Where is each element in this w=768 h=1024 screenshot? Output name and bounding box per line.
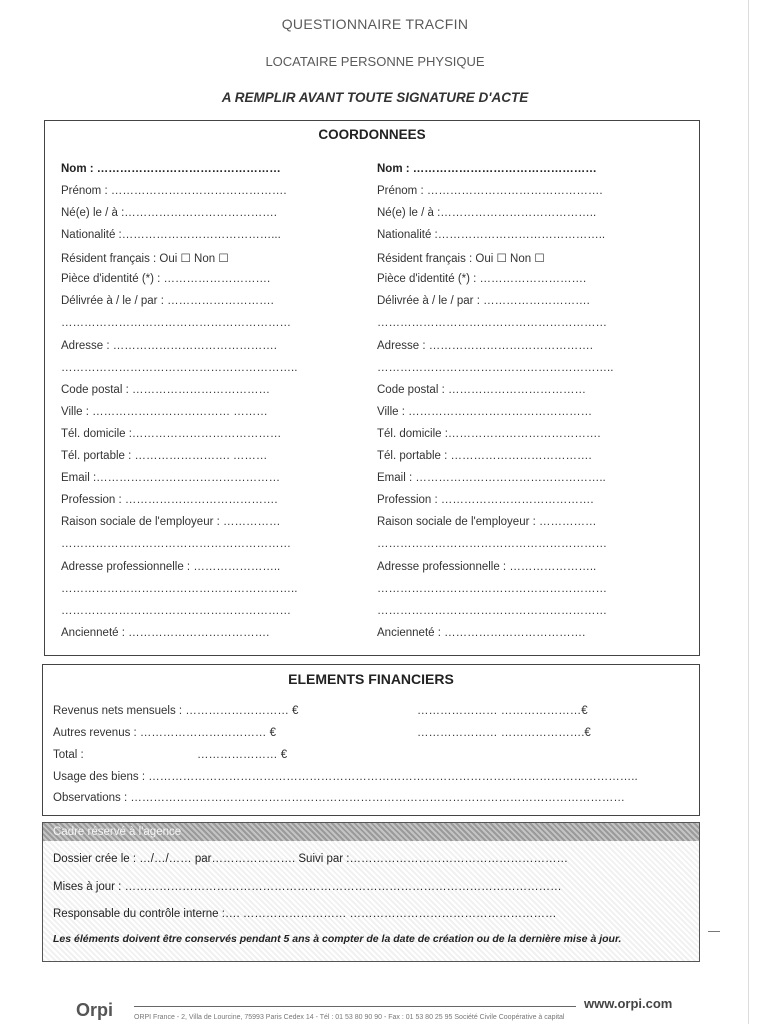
locataire-2-field-10[interactable]: Code postal : ………………………………: [377, 384, 586, 396]
locataire-1-field-6[interactable]: Délivrée à / le / par : ……………………….: [61, 295, 274, 307]
locataire-2-field-16[interactable]: Raison sociale de l'employeur : ……………: [377, 516, 597, 528]
locataire-1-field-17[interactable]: ……………………………………………………: [61, 538, 291, 550]
locataire-2-field-0[interactable]: Nom : …………………………………………: [377, 163, 597, 175]
locataire-2-field-19[interactable]: ……………………………………………………: [377, 583, 607, 595]
locataire-2-field-5[interactable]: Pièce d'identité (*) : ……………………….: [377, 273, 587, 285]
locataire-1-field-13[interactable]: Tél. portable : ……………………. ………: [61, 450, 268, 462]
locataire-1-field-5[interactable]: Pièce d'identité (*) : ……………………….: [61, 273, 271, 285]
agence-header: Cadre réservé à l'agence: [43, 823, 699, 841]
autres-revenus-field[interactable]: Autres revenus : …………………………… €: [53, 727, 277, 739]
locataire-1-field-15[interactable]: Profession : ………………………………….: [61, 494, 278, 506]
page-edge: [748, 0, 749, 1024]
locataire-1-field-18[interactable]: Adresse professionnelle : …………………..: [61, 561, 281, 573]
form-subtitle: LOCATAIRE PERSONNE PHYSIQUE: [265, 54, 485, 69]
locataire-2-field-20[interactable]: ……………………………………………………: [377, 605, 607, 617]
footer-address: ORPI France - 2, Villa de Lourcine, 75993 Paris Cedex 14 - Tél : 01 53 80 90 90 - Fax : 01 53 80 25 95 Société Civile Coopérative à capital: [134, 1014, 565, 1021]
revenus-field[interactable]: Revenus nets mensuels : ……………………… €: [53, 705, 299, 717]
locataire-1-field-10[interactable]: Code postal : ………………………………: [61, 384, 270, 396]
total-label: Total :: [53, 749, 84, 761]
locataire-2-field-21[interactable]: Ancienneté : ……………………………….: [377, 627, 586, 639]
financiers-title: ELEMENTS FINANCIERS: [288, 671, 454, 687]
locataire-1-field-20[interactable]: ……………………………………………………: [61, 605, 291, 617]
locataire-1-field-4[interactable]: Résident français : Oui ☐ Non ☐: [61, 253, 229, 265]
locataire-1-field-16[interactable]: Raison sociale de l'employeur : ……………: [61, 516, 281, 528]
retention-note: Les éléments doivent être conservés pendant 5 ans à compter de la date de création ou de la dernière mise à jour.: [53, 933, 622, 945]
footer-rule: [134, 1006, 576, 1007]
locataire-1-field-1[interactable]: Prénom : ……………………………………….: [61, 185, 287, 197]
coordonnees-section: [44, 120, 700, 656]
mises-a-jour-field[interactable]: Mises à jour : ……………………………………………………………………………………………………: [53, 881, 562, 893]
locataire-1-field-11[interactable]: Ville : ……………………………… ………: [61, 406, 268, 418]
locataire-2-field-15[interactable]: Profession : ………………………………….: [377, 494, 594, 506]
financiers-section: [42, 664, 700, 816]
responsable-field[interactable]: Responsable du contrôle interne :…. ……………………… ………………………………………………: [53, 908, 557, 920]
locataire-2-field-11[interactable]: Ville : …………………………………………: [377, 406, 593, 418]
revenus-field-2[interactable]: ………………… …………………€: [417, 705, 588, 717]
locataire-1-field-12[interactable]: Tél. domicile :…………………………………: [61, 428, 282, 440]
coordonnees-title: COORDONNEES: [318, 127, 426, 142]
locataire-1-field-19[interactable]: ……………………………………………………..: [61, 583, 298, 595]
agence-section: [42, 822, 700, 962]
locataire-1-field-9[interactable]: ……………………………………………………..: [61, 362, 298, 374]
total-field[interactable]: ………………… €: [197, 749, 288, 761]
locataire-1-field-0[interactable]: Nom : …………………………………………: [61, 163, 281, 175]
dossier-field[interactable]: Dossier crée le : …/…/…… par…………………. Suivi par :…………………………………………………: [53, 853, 569, 865]
locataire-2-field-14[interactable]: Email : …………………………………………..: [377, 472, 606, 484]
locataire-2-field-2[interactable]: Né(e) le / à :…………………………………..: [377, 207, 597, 219]
margin-dash: [708, 931, 720, 932]
orpi-logo: Orpi: [76, 1000, 114, 1020]
footer-website-link[interactable]: www.orpi.com: [584, 996, 673, 1011]
observations-field[interactable]: Observations : …………………………………………………………………………………………………………………: [53, 792, 625, 804]
locataire-2-field-18[interactable]: Adresse professionnelle : …………………..: [377, 561, 597, 573]
locataire-1-field-3[interactable]: Nationalité :…………………………………...: [61, 229, 281, 241]
locataire-2-field-7[interactable]: ……………………………………………………: [377, 317, 607, 329]
usage-biens-field[interactable]: Usage des biens : ………………………………………………………………………………………………………………..: [53, 771, 638, 783]
locataire-2-field-3[interactable]: Nationalité :……………………………………..: [377, 229, 606, 241]
locataire-1-field-21[interactable]: Ancienneté : ……………………………….: [61, 627, 270, 639]
locataire-2-field-12[interactable]: Tél. domicile :………………………………….: [377, 428, 601, 440]
locataire-2-field-1[interactable]: Prénom : ……………………………………….: [377, 185, 603, 197]
form-instruction: A REMPLIR AVANT TOUTE SIGNATURE D'ACTE: [221, 90, 529, 105]
locataire-1-field-8[interactable]: Adresse : …………………………………….: [61, 340, 277, 352]
locataire-1-field-14[interactable]: Email :…………………………………………: [61, 472, 281, 484]
locataire-1-field-7[interactable]: ……………………………………………………: [61, 317, 291, 329]
locataire-2-field-6[interactable]: Délivrée à / le / par : ……………………….: [377, 295, 590, 307]
form-title: QUESTIONNAIRE TRACFIN: [281, 16, 469, 32]
agence-body: [43, 841, 699, 961]
locataire-2-field-9[interactable]: ……………………………………………………..: [377, 362, 614, 374]
locataire-2-field-13[interactable]: Tél. portable : ……………………………….: [377, 450, 592, 462]
locataire-2-field-8[interactable]: Adresse : …………………………………….: [377, 340, 593, 352]
locataire-1-field-2[interactable]: Né(e) le / à :………………………………….: [61, 207, 277, 219]
autres-revenus-field-2[interactable]: ………………… ………………….€: [417, 727, 591, 739]
locataire-2-field-4[interactable]: Résident français : Oui ☐ Non ☐: [377, 253, 545, 265]
locataire-2-field-17[interactable]: ……………………………………………………: [377, 538, 607, 550]
